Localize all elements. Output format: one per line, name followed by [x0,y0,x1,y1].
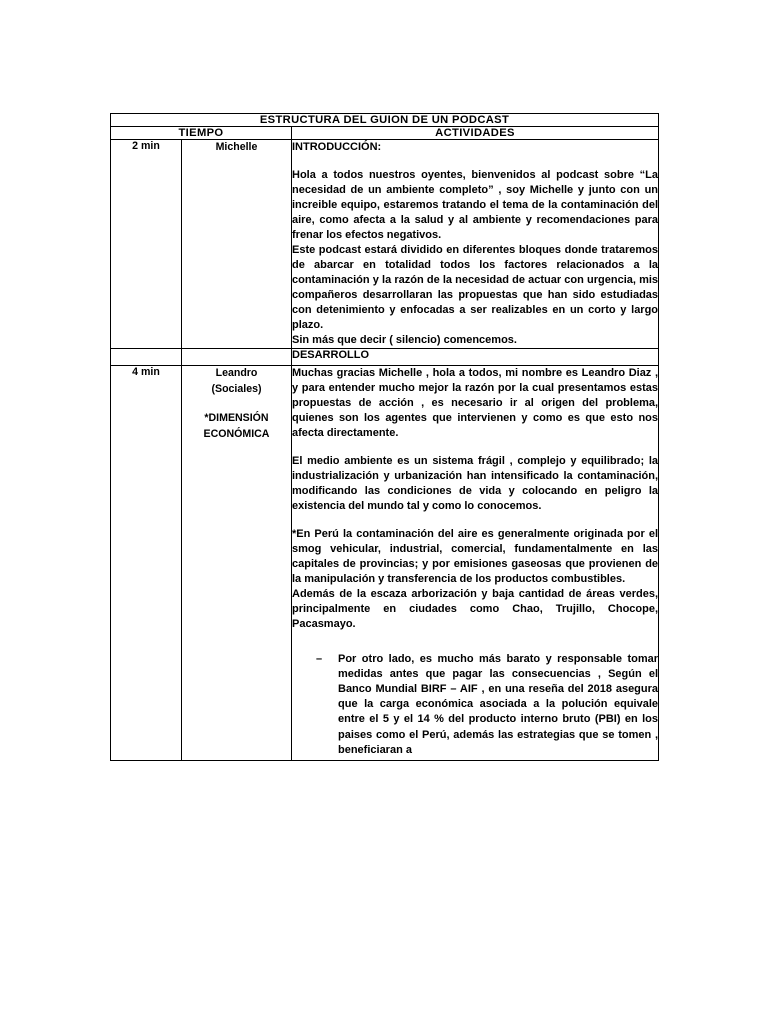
column-header-tiempo: TIEMPO [111,127,292,140]
speaker-dimension-line-2: ECONÓMICA [203,427,270,440]
section-label-desarrollo: DESARROLLO [292,349,659,366]
band-speaker-cell-empty [182,349,292,366]
column-header-actividades: ACTIVIDADES [292,127,659,140]
podcast-script-table [110,113,659,761]
speaker-spacer [182,398,291,411]
row-speaker-block [182,366,292,760]
desarrollo-paragraph-1: Muchas gracias Michelle , hola a todos, mi nombre es Leandro Diaz , y para entender mucho mejor la razón por la cual presentamos estas propuestas de acción , es necesario ir al origen del problema, quienes son los agentes que intervienen y como es que esto nos afecta directamente. [292,367,659,440]
intro-paragraph-1: Hola a todos nuestros oyentes, bienvenidos al podcast sobre “La necesidad de un ambiente completo” , soy Michelle y junto con un increible equipo, estaremos tratando el tema de la contaminación del aire, como afecta a la salud y al ambiente y recomendaciones para frenar los efectos negativos. [292,168,659,241]
speaker-dimension-line-1: *DIMENSIÓN [204,411,269,424]
table-header-row [111,127,659,140]
bullet-dash-icon: – [316,653,323,666]
row-activities-content [292,366,659,760]
row-time-value: 2 min [111,140,182,349]
band-time-cell-empty [111,349,182,366]
speaker-role: (Sociales) [211,383,262,396]
table-title-row [111,114,659,127]
speaker-name: Leandro [215,367,258,380]
table-row-section-band [111,349,659,366]
table-row [111,140,659,349]
section-label-introduccion: INTRODUCCIÓN: [292,141,382,153]
row-speaker-name: Michelle [182,140,292,349]
list-item [292,652,658,757]
intro-paragraph-2: Este podcast estará dividido en diferentes bloques donde trataremos de abarcar en totalidad todos los factores relacionados a la contaminación y la razón de la necesidad de actuar con urgencia, mis compañeros desarrollaran las propuestas que han sido estudiadas con detenimiento y enfocadas a ser realizables en un corto y largo plazo. [292,243,659,332]
row-activities-content [292,140,659,349]
document-title: ESTRUCTURA DEL GUION DE UN PODCAST [111,114,659,127]
intro-paragraph-3: Sin más que decir ( silencio) comencemos. [292,334,517,347]
row-time-value: 4 min [111,366,182,760]
desarrollo-paragraph-3: *En Perú la contaminación del aire es generalmente originada por el smog vehicular, industrial, comercial, fundamentalmente en las capitales de provincias; y por emisiones gaseosas que provienen de la manipulación y transferencia de los productos combustibles. [292,527,659,585]
desarrollo-paragraph-4: Además de la escaza arborización y baja cantidad de áreas verdes, principalmente en ciudades como Chao, Trujillo, Chocope, Pacasmayo. [292,588,659,631]
desarrollo-paragraph-2: El medio ambiente es un sistema frágil , complejo y equilibrado; la industrialización y urbanización han intensificado la contaminación, modificando las condiciones de vida y colocando en peligro la existencia del mundo tal y como lo conocemos. [292,455,659,513]
bullet-item-text: Por otro lado, es mucho más barato y responsable tomar medidas antes que pagar las consecuencias , Según el Banco Mundial BIRF – AIF , en una reseña del 2018 asegura que la carga económica asociada a la polución equivale entre el 5 y el 14 % del producto interno bruto (PBI) en los paises como el Perú, además las estrategias que se tomen , beneficiaran a [338,653,659,756]
table-row [111,366,659,760]
